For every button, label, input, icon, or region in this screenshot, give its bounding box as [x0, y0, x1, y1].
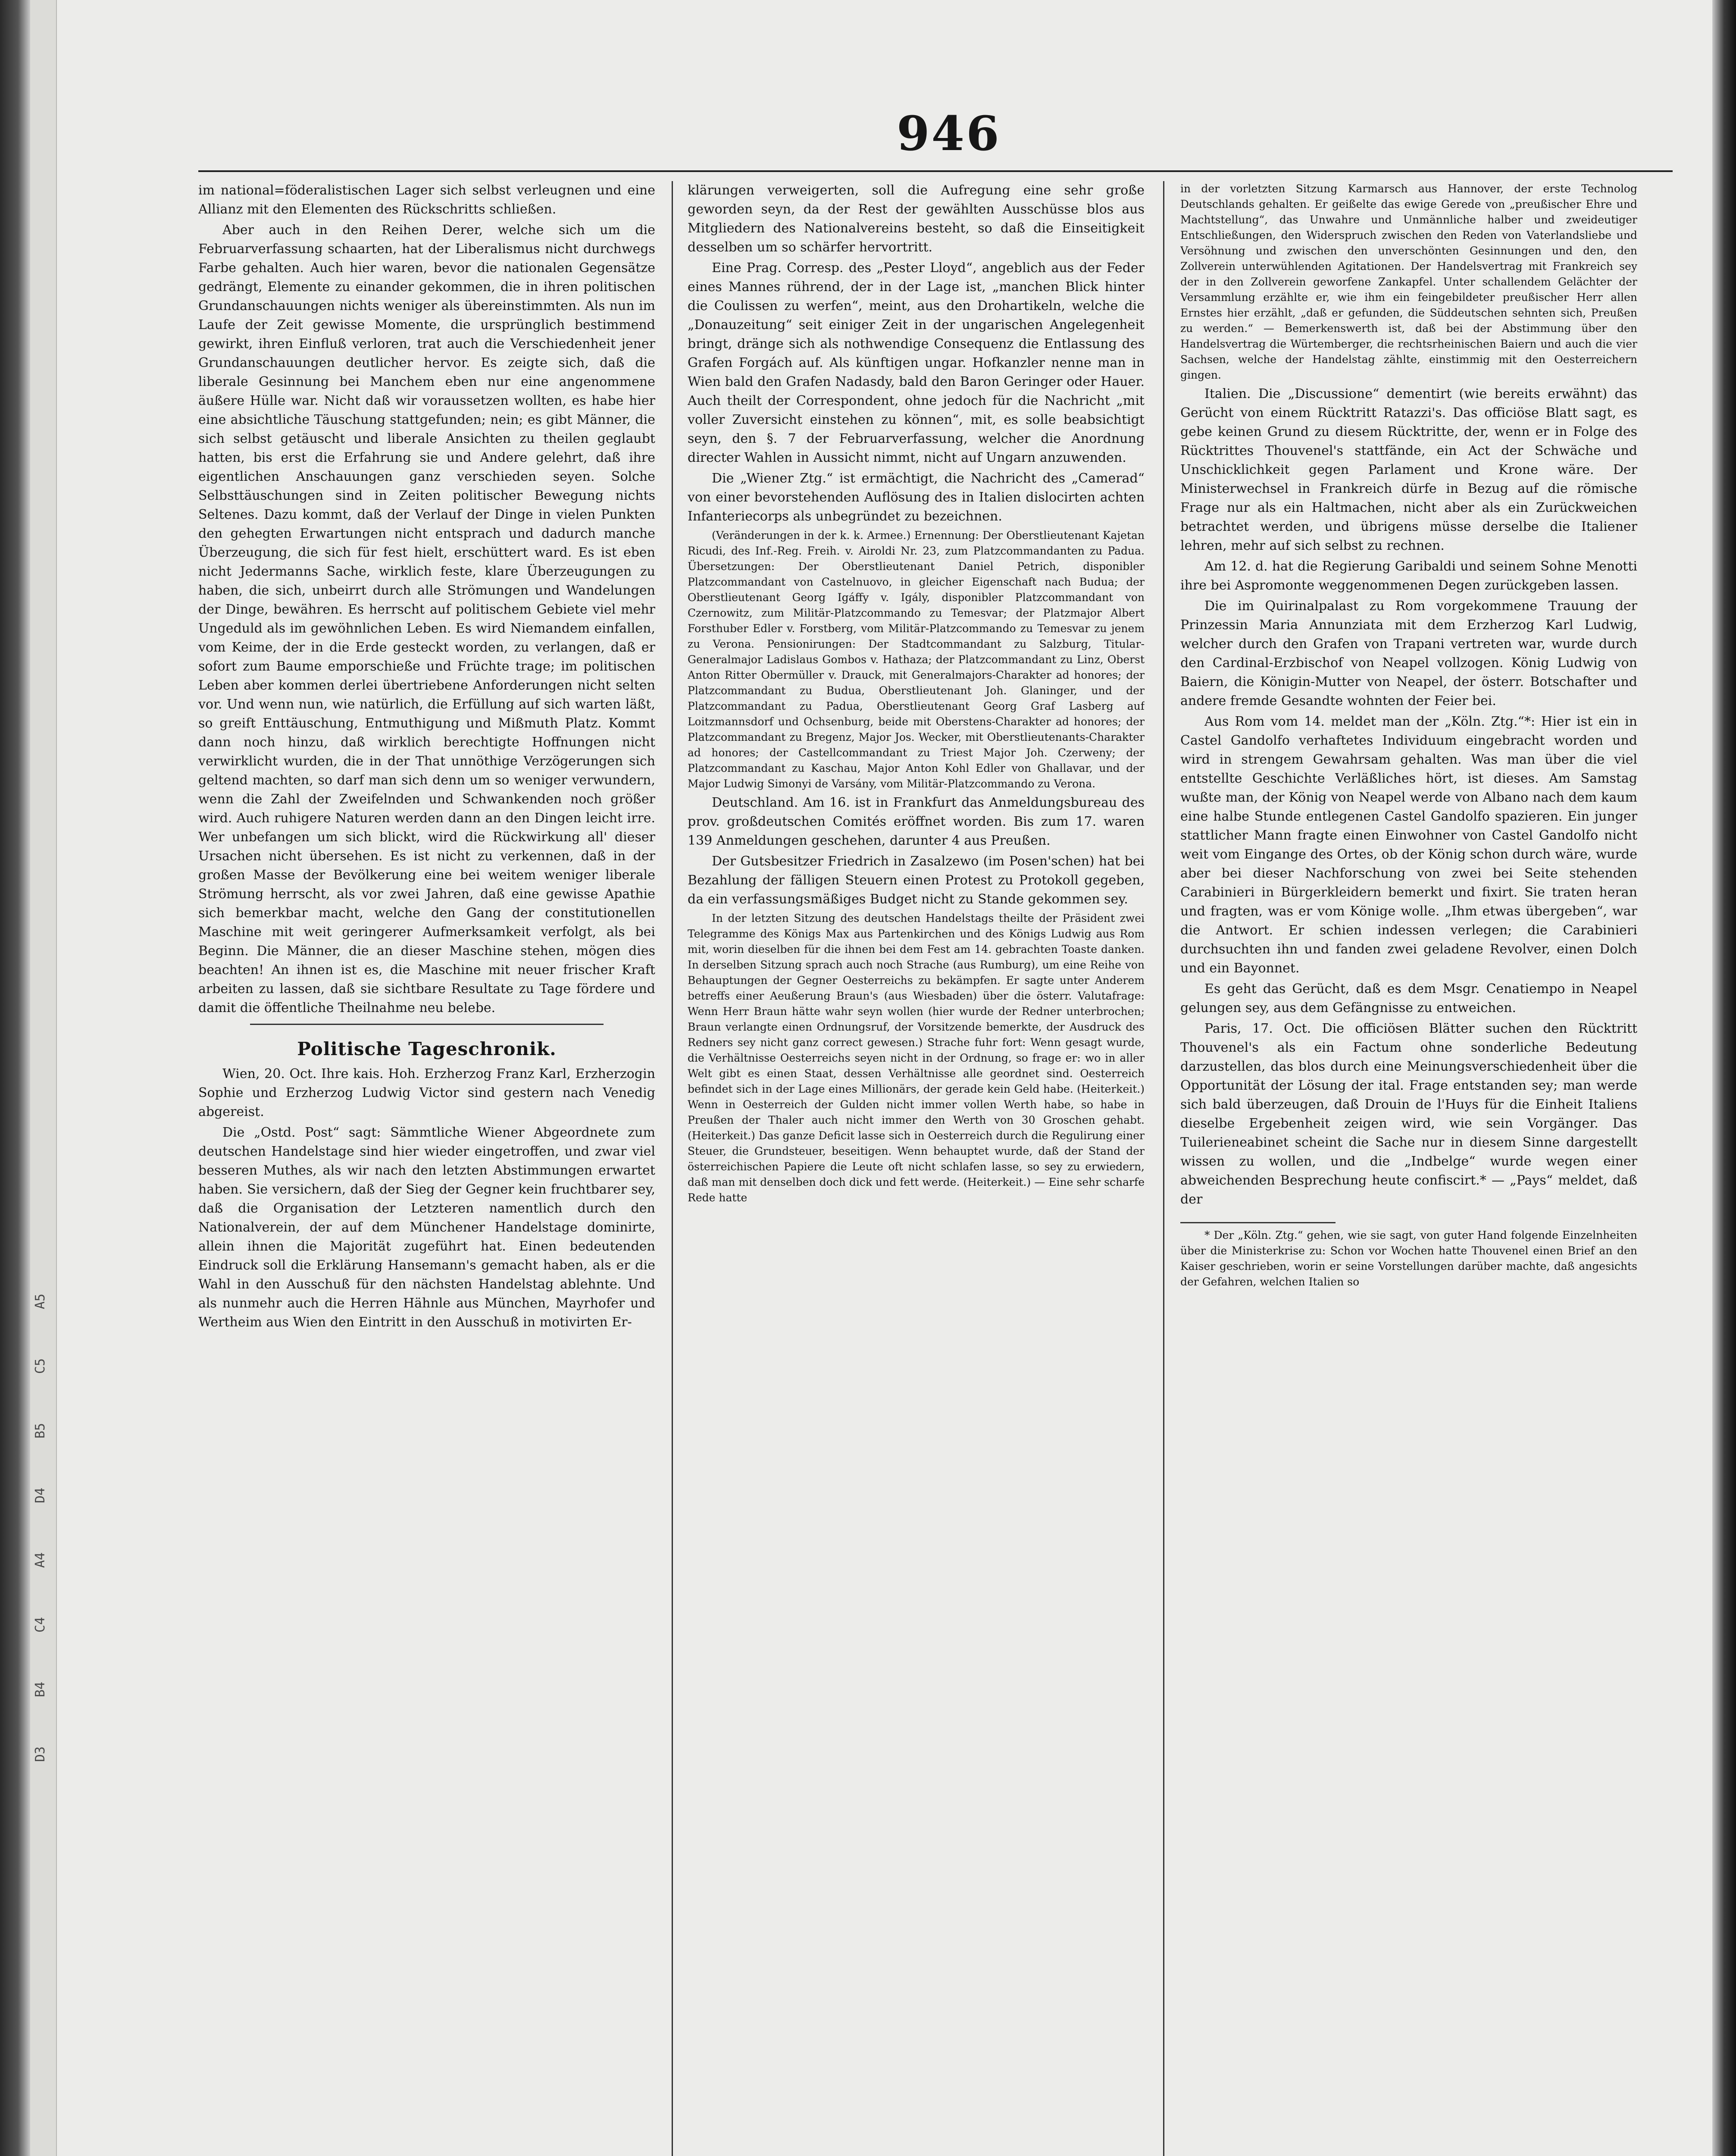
footnote-rule — [1180, 1222, 1336, 1223]
header-rule — [198, 170, 1673, 172]
paragraph: Aus Rom vom 14. meldet man der „Köln. Ztg.“*: Hier ist ein in Castel Gandolfo verhaftetes Individuum eingebracht worden und wird in strengem Gewahrsam gehalten. Was man über die viel entstellte Geschichte Verläßliches hört, ist dieses. Am Samstag wußte man, der König von Neapel werde von Albano nach dem kaum eine halbe Stunde entlegenen Castel Gandolfo spazieren. Ein junger stattlicher Mann fragte einen Einwohner von Castel Gandolfo nicht weit vom Eingange des Ortes, ob der König schon durch wäre, wurde aber bei dieser Nachforschung von zwei bei Seite stehenden Carabinieri in Bürgerkleidern bemerkt und fixirt. Sie traten heran und fragten, was er vom Könige wolle. „Ihm etwas übergeben“, war die Antwort. Er schien indessen verlegen; die Carabinieri durchsuchten ihn und fanden zwei geladene Revolver, einen Dolch und ein Bayonnet. — [1180, 714, 1637, 976]
paragraph-small: In der letzten Sitzung des deutschen Handelstags theilte der Präsident zwei Telegramme des Königs Max aus Partenkirchen und des Königs Ludwig aus Rom mit, worin dieselben für die ihnen bei dem Fest am 14. gebrachten Toaste danken. In derselben Sitzung sprach auch noch Strache (aus Rumburg), um eine Reihe von Behauptungen der Gegner Oesterreichs zu bekämpfen. Er sagte unter Anderem betreffs einer Aeußerung Braun's (aus Wiesbaden) über die österr. Valutafrage: Wenn Herr Braun hätte wahr seyn wollen (hier wurde der Redner unterbrochen; Braun verlangte einen Ordnungsruf, der Vorsitzende bemerkte, der Ausdruck des Redners sey nicht ganz correct gewesen.) Strache fuhr fort: Wenn gesagt wurde, die Verhältnisse Oesterreichs seyen nicht in der Ordnung, so frage er: wo in aller Welt gibt es einen Staat, dessen Verhältnisse alle geordnet sind. Oesterreich befindet sich in der Lage eines Millionärs, der gerade kein Geld habe. (Heiterkeit.) Wenn in Oesterreich der Gulden nicht immer vollen Werth habe, so habe in Preußen der Thaler auch nicht immer den Werth von 30 Groschen gehabt. (Heiterkeit.) Das ganze Deficit lasse sich in Oesterreich durch die Regulirung einer Steuer, die Grundsteuer, beseitigen. Wenn behauptet wurde, daß der Stand der österreichischen Papiere die Leute oft nicht schlafen lasse, so sey zu erwiedern, daß man mit denselben doch dick und fett werde. (Heiterkeit.) — Eine sehr scharfe Rede hatte — [688, 912, 1145, 1204]
paragraph: Eine Prag. Corresp. des „Pester Lloyd“, angeblich aus der Feder eines Mannes rührend, der in der Lage ist, „manchen Blick hinter die Coulissen zu werfen“, meint, aus den Drohartikeln, welche die „Donauzeitung“ seit einiger Zeit in der ungarischen Angelegenheit bringt, dränge sich als nothwendige Consequenz die Entlassung des Grafen Forgách auf. Als künftigen ungar. Hofkanzler nenne man in Wien bald den Grafen Nadasdy, bald den Baron Geringer oder Hauer. Auch theilt der Correspondent, ohne jedoch für die Nachricht „mit voller Zuversicht einstehen zu können“, mit, es solle beabsichtigt seyn, den §. 7 der Februarverfassung, welcher die Anordnung directer Wahlen in Aussicht nimmt, nicht auf Ungarn anzuwenden. — [688, 260, 1145, 465]
strip-label: D3 — [33, 1746, 48, 1762]
archive-strip — [30, 0, 57, 2156]
scan-edge-left — [0, 0, 30, 2156]
page-number: 946 — [897, 106, 1001, 161]
paragraph: klärungen verweigerten, soll die Aufregung eine sehr große geworden seyn, da der Rest der gewählten Ausschüsse blos aus Mitgliedern des Nationalvereins besteht, so daß die Einseitigkeit desselben um so schärfer hervortritt. — [688, 183, 1145, 255]
strip-label: A5 — [33, 1294, 48, 1310]
column-1 — [198, 181, 655, 2156]
column-2 — [688, 181, 1145, 2156]
paragraph: Der Gutsbesitzer Friedrich in Zasalzewo (im Posen'schen) hat bei Bezahlung der fälligen Steuern einen Protest zu Protokoll gegeben, da ein verfassungsmäßiges Budget nicht zu Stande gekommen sey. — [688, 854, 1145, 907]
section-rule — [250, 1024, 604, 1025]
strip-label: B5 — [33, 1423, 48, 1439]
paragraph: Am 12. d. hat die Regierung Garibaldi und seinem Sohne Menotti ihre bei Aspromonte weggenommenen Degen zurückgeben lassen. — [1180, 559, 1637, 593]
paragraph: Die „Wiener Ztg.“ ist ermächtigt, die Nachricht des „Camerad“ von einer bevorstehenden Auflösung des in Italien dislocirten achten Infanteriecorps als unbegründet zu bezeichnen. — [688, 471, 1145, 524]
scan-edge-right — [1712, 0, 1736, 2156]
strip-label: B4 — [33, 1682, 48, 1698]
section-title: Politische Tageschronik. — [297, 1038, 557, 1059]
strip-label: C5 — [33, 1358, 48, 1374]
paragraph: Wien, 20. Oct. Ihre kais. Hoh. Erzherzog Franz Karl, Erzherzogin Sophie und Erzherzog Ludwig Victor sind gestern nach Venedig abgereist. — [198, 1066, 655, 1119]
footnote: * Der „Köln. Ztg.“ gehen, wie sie sagt, von guter Hand folgende Einzelnheiten über die Ministerkrise zu: Schon vor Wochen hatte Thouvenel einen Brief an den Kaiser geschrieben, worin er seine Vorstellungen darüber machte, daß angesichts der Gefahren, welchen Italien so — [1180, 1229, 1637, 1288]
paragraph: Es geht das Gerücht, daß es dem Msgr. Cenatiempo in Neapel gelungen sey, aus dem Gefängnisse zu entweichen. — [1180, 981, 1637, 1015]
paragraph-small: (Veränderungen in der k. k. Armee.) Ernennung: Der Oberstlieutenant Kajetan Ricudi, des Inf.-Reg. Freih. v. Airoldi Nr. 23, zum Platzcommandanten zu Padua. Übersetzungen: Der Oberstlieutenant Daniel Petrich, disponibler Platzcommandant von Castelnuovo, in gleicher Eigenschaft nach Budua; der Oberstlieutenant Georg Igáffy v. Igály, disponibler Platzcommandant von Czernowitz, zum Militär-Platzcommando zu Temesvar; der Platzmajor Albert Forsthuber Edler v. Forstberg, vom Militär-Platzcommando zu Temesvar zu jenem zu Verona. Pensionirungen: Der Stadtcommandant zu Salzburg, Titular-Generalmajor Ladislaus Gombos v. Hathaza; der Platzcommandant zu Linz, Oberst Anton Ritter Obermüller v. Drauck, mit Generalmajors-Charakter ad honores; der Platzcommandant zu Budua, Oberstlieutenant Joh. Glaninger, und der Platzcommandant zu Padua, Oberstlieutenant Georg Graf Lasberg auf Loitzmannsdorf und Ochsenburg, beide mit Oberstens-Charakter ad honores; der Platzcommandant zu Bregenz, Major Jos. Wecker, mit Oberstlieutenants-Charakter ad honores; der Castellcommandant zu Triest Major Joh. Czerweny; der Platzcommandant zu Kaschau, Major Anton Kohl Edler von Ghallavar, und der Major Ludwig Simonyi de Varsány, vom Militär-Platzcommando zu Verona. — [688, 529, 1145, 790]
paragraph: Italien. Die „Discussione“ dementirt (wie bereits erwähnt) das Gerücht von einem Rücktritt Ratazzi's. Das officiöse Blatt sagt, es gebe keinen Grund zu diesem Rücktritte, der, wenn er in Folge des Rücktrittes Thouvenel's stattfände, ein Act der Schwäche und Unschicklichkeit gegen Parlament und Krone wäre. Der Ministerwechsel in Frankreich dürfe in Bezug auf die römische Frage nur als ein Haltmachen, nicht aber als ein Zurückweichen betrachtet werden, und übrigens müsse derselbe die Italiener lehren, mehr auf sich selbst zu rechnen. — [1180, 386, 1637, 553]
column-divider — [1163, 181, 1164, 2156]
column-3 — [1180, 181, 1637, 2156]
paragraph-small: in der vorletzten Sitzung Karmarsch aus Hannover, der erste Technolog Deutschlands gehalten. Er geißelte das ewige Gerede von „preußischer Ehre und Machtstellung“, das Unwahre und Unmännliche halber und zweideutiger Entschließungen, den Widerspruch zwischen den Reden von Vaterlandsliebe und Versöhnung und zwischen den unverschönten Gesinnungen und den, den Zollverein unterwühlenden Agitationen. Der Handelsvertrag mit Frankreich sey der in den Zollverein geworfene Zankapfel. Unter schallendem Gelächter der Versammlung erzählte er, wie ihm ein feingebildeter preußischer Herr allen Ernstes hier erzählt, „daß er gefunden, die Süddeutschen sehnten sich, Preußen zu werden.“ — Bemerkenswerth ist, daß bei der Abstimmung über den Handelsvertrag die Würtemberger, die rechtsrheinischen Baiern und auch die vier Sachsen, welche der Handelstag zählte, einstimmig mit den Oesterreichern gingen. — [1180, 182, 1637, 381]
strip-label: C4 — [33, 1617, 48, 1633]
column-divider — [672, 181, 673, 2156]
newspaper-page — [30, 0, 1712, 2156]
paragraph: im national=föderalistischen Lager sich selbst verleugnen und eine Allianz mit den Elementen des Rückschritts schließen. — [198, 183, 655, 217]
paragraph: Die im Quirinalpalast zu Rom vorgekommene Trauung der Prinzessin Maria Annunziata mit dem Erzherzog Karl Ludwig, welcher durch den Grafen von Trapani vertreten war, wurde durch den Cardinal-Erzbischof von Neapel vollzogen. König Ludwig von Baiern, die Königin-Mutter von Neapel, der österr. Botschafter und andere fremde Gesandte wohnten der Feier bei. — [1180, 599, 1637, 708]
paragraph: Deutschland. Am 16. ist in Frankfurt das Anmeldungsbureau des prov. großdeutschen Comités eröffnet worden. Bis zum 17. waren 139 Anmeldungen geschehen, darunter 4 aus Preußen. — [688, 795, 1145, 848]
strip-label: D4 — [33, 1488, 48, 1504]
paragraph: Die „Ostd. Post“ sagt: Sämmtliche Wiener Abgeordnete zum deutschen Handelstage sind hier wieder eingetroffen, und zwar viel besseren Muthes, als wir nach den letzten Abstimmungen erwartet haben. Sie versichern, daß der Sieg der Gegner kein fruchtbarer sey, daß die Organisation der Letzteren namentlich durch den Nationalverein, der auf dem Münchener Handelstage dominirte, allein ihnen die Majorität zugeführt hat. Einen bedeutenden Eindruck soll die Erklärung Hansemann's gemacht haben, als er die Wahl in den Ausschuß für den nächsten Handelstag ablehnte. Und als nunmehr auch die Herren Hähnle aus München, Mayrhofer und Wertheim aus Wien den Eintritt in den Ausschuß in motivirten Er- — [198, 1125, 655, 1330]
paragraph: Aber auch in den Reihen Derer, welche sich um die Februarverfassung schaarten, hat der Liberalismus nicht durchwegs Farbe gehalten. Auch hier waren, bevor die nationalen Gegensätze gedrängt, Elemente zu einander gekommen, die in ihren politischen Grundanschauungen nichts weniger als übereinstimmten. Als nun im Laufe der Zeit gewisse Momente, die ursprünglich bestimmend gewirkt, ihren Einfluß verloren, trat auch die Verschiedenheit jener Grundanschauungen deutlicher hervor. Es zeigte sich, daß die liberale Gesinnung bei Manchem eben nur eine angenommene äußere Hülle war. Nicht daß wir voraussetzen wollten, es habe hier eine absichtliche Täuschung stattgefunden; nein; es gibt Männer, die sich selbst getäuscht und liberale Ansichten zu theilen geglaubt hatten, bis erst die Erfahrung sie und Andere gelehrt, daß ihre eigentlichen Anschauungen ganz verschieden seyen. Solche Selbsttäuschungen sind in Zeiten politischer Bewegung nichts Seltenes. Dazu kommt, daß der Verlauf der Dinge in vielen Punkten den gehegten Erwartungen nicht entsprach und dadurch manche Überzeugung, die sich für fest hielt, erschüttert ward. Es ist eben nicht Jedermanns Sache, wirklich feste, klare Überzeugungen zu haben, die sich, unbeirrt durch alle Strömungen und Wandelungen der Dinge, bewähren. Es herrscht auf politischem Gebiete viel mehr Ungeduld als im gewöhnlichen Leben. Es wird Niemandem einfallen, vom Keime, der in die Erde gesteckt worden, zu verlangen, daß er sofort zum Baume emporschieße und Früchte trage; im politischen Leben aber kommen derlei übertriebene Anforderungen nicht selten vor. Und wenn nun, wie natürlich, die Erfüllung auf sich warten läßt, so greift Enttäuschung, Entmuthigung und Mißmuth Platz. Kommt dann noch hinzu, daß wirklich berechtigte Hoffnungen nicht verwirklicht wurden, die in der That unnöthige Verzögerungen sich geltend machten, so darf man sich denn um so weniger verwundern, wenn die Zahl der Zweifelnden und Schwankenden noch größer wird. Auch ruhigere Naturen werden dann an den Dingen leicht irre. Wer unbefangen um sich blickt, wird die Rückwirkung all' dieser Ursachen nicht übersehen. Es ist nicht zu verkennen, daß in der großen Masse der Bevölkerung eine bei weitem weniger liberale Strömung herrscht, als vor zwei Jahren, daß eine gewisse Apathie sich bemerkbar macht, welche den Gang der constitutionellen Maschine mit weit geringerer Aufmerksamkeit verfolgt, als bei Beginn. Die Männer, die an dieser Maschine stehen, mögen dies beachten! An ihnen ist es, die Maschine mit neuer frischer Kraft arbeiten zu lassen, daß sie sichtbare Resultate zu Tage fördere und damit die öffentliche Theilnahme neu belebe. — [198, 222, 655, 1015]
paragraph: Paris, 17. Oct. Die officiösen Blätter suchen den Rücktritt Thouvenel's als ein Factum ohne sonderliche Bedeutung darzustellen, das blos durch eine Meinungsverschiedenheit über die Opportunität der Lösung der ital. Frage entstanden sey; man werde sich bald überzeugen, daß Drouin de l'Huys für die Einheit Italiens dieselbe Ergebenheit zeigen wird, wie sein Vorgänger. Das Tuilerieneabinet scheint die Sache nur in diesem Sinne dargestellt wissen zu wollen, und die „Indbelge“ wurde wegen einer abweichenden Besprechung heute confiscirt.* — „Pays“ meldet, daß der — [1180, 1021, 1637, 1207]
strip-label: A4 — [33, 1552, 48, 1568]
